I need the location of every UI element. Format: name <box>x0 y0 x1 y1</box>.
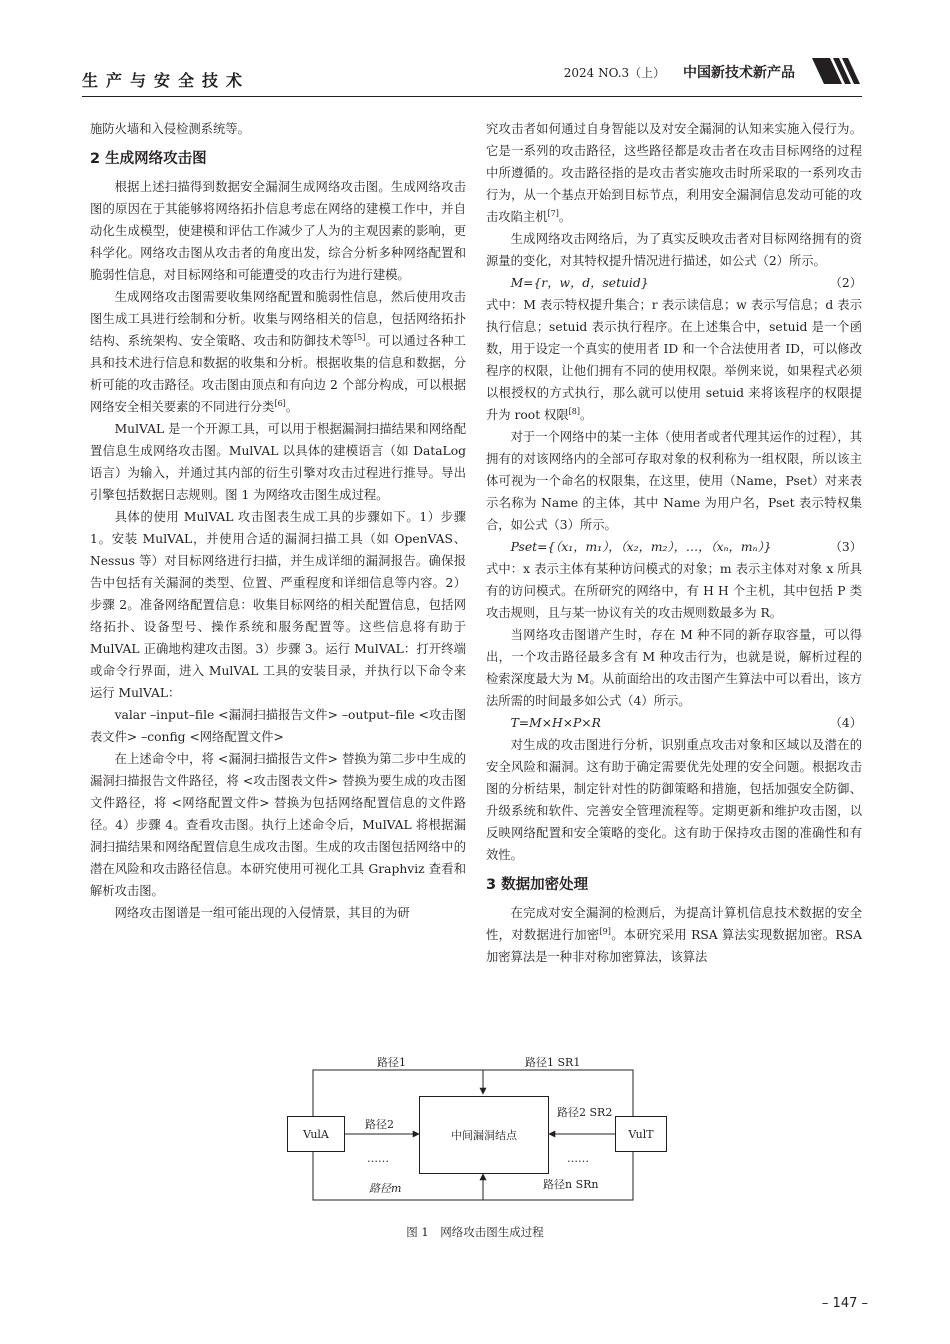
equation-number: （4） <box>829 716 862 730</box>
attack-graph-figure <box>285 1050 665 1230</box>
command-line: valar –input–file <漏洞扫描报告文件> –output–file <攻击图表文件> –config <网络配置文件> <box>90 708 466 744</box>
paragraph: 当网络攻击图谱产生时，存在 M 种不同的新存取容量，可以得出，一个攻击路径最多含有 M 种攻击行为，也就是说，解析过程的检索深度最大为 M。从前面给出的攻击图产生算法中可以看出，该方法所需的时间最多如公式（4）所示。 <box>486 628 862 708</box>
right-column <box>486 118 862 968</box>
paragraph: 具体的使用 MulVAL 攻击图表生成工具的步骤如下。1）步骤 1。安装 MulVAL，并使用合适的漏洞扫描工具（如 OpenVAS、Nessus 等）对目标网络进行扫描，并生成详细的漏洞报告。确保报告中包括有关漏洞的类型、位置、严重程度和详细信息等内容。2）步骤 2。准备网络配置信息：收集目标网络的相关配置信息，包括网络拓扑、设备型号、操作系统和服务配置等。这些信息将有助于 MulVAL 正确地构建攻击图。3）步骤 3。运行 MulVAL：打开终端或命令行界面，进入 MulVAL 工具的安装目录，并执行以下命令来运行 MulVAL： <box>90 510 466 700</box>
vul-t-node: VulT <box>615 1116 667 1152</box>
section-heading: 3 数据加密处理 <box>486 877 589 893</box>
journal-name: 中国新技术新产品 <box>683 65 795 81</box>
path-2-label: 路径2 <box>365 1118 394 1131</box>
left-column <box>90 118 466 924</box>
citation: [6] <box>274 398 286 408</box>
citation: [8] <box>568 406 580 416</box>
stripes-icon <box>812 58 862 84</box>
equation-4: T=M×H×P×R （4） <box>486 712 862 734</box>
ellipsis-left: …… <box>367 1152 389 1165</box>
paragraph: 网络攻击图谱是一组可能出现的入侵情景，其目的为研 <box>114 906 410 920</box>
paragraph: MulVAL 是一个开源工具，可以用于根据漏洞扫描结果和网络配置信息生成网络攻击图。MulVAL 以具体的建模语言（如 DataLog 语言）为输入，并通过其内部的衍生引擎对攻击过程进行推导。导出引擎包括数据日志规则。图 1 为网络攻击图生成过程。 <box>90 422 466 502</box>
path-1-label: 路径1 <box>377 1056 406 1069</box>
section-heading: 2 生成网络攻击图 <box>90 151 207 167</box>
paragraph: 根据上述扫描得到数据安全漏洞生成网络攻击图。生成网络攻击图的原因在于其能够将网络拓扑信息考虑在网络的建模工作中，并自动化生成模型，使建模和评估工作减少了人为的主观因素的影响，更科学化。网络攻击图从攻击者的角度出发，综合分析多种网络配置和脆弱性信息，对目标网络和可能遭受的攻击行为进行建模。 <box>90 180 466 282</box>
paragraph: 生成网络攻击网络后，为了真实反映攻击者对目标网络拥有的资源量的变化，对其特权提升情况进行描述，如公式（2）所示。 <box>486 232 862 268</box>
path-2-sr-label: 路径2 SR2 <box>557 1106 613 1119</box>
section-title: 生产与安全技术 <box>82 71 251 90</box>
citation: [9] <box>599 926 611 936</box>
paragraph: 施防火墙和入侵检测系统等。 <box>90 122 250 136</box>
paragraph: 在完成对安全漏洞的检测后，为提高计算机信息技术数据的安全性，对数据进行加密[9]。本研究采用 RSA 算法实现数据加密。RSA 加密算法是一种非对称加密算法，该算法 <box>486 906 862 964</box>
issue-number: 2024 NO.3（上） <box>563 66 666 80</box>
paragraph: 式中：x 表示主体有某种访问模式的对象；m 表示主体对对象 x 所具有的访问模式。在所研究的网络中，有 H H 个主机，其中包括 P 类攻击规则，且与某一协议有关的攻击规则数最多为 R。 <box>486 562 862 620</box>
equation-number: （2） <box>829 276 862 290</box>
journal-header <box>564 62 795 82</box>
paragraph: 对生成的攻击图进行分析，识别重点攻击对象和区域以及潜在的安全风险和漏洞。这有助于确定需要优先处理的安全问题。根据攻击图的分析结果，制定针对性的防御策略和措施，包括加强安全防御、升级系统和软件、完善安全管理流程等。定期更新和维护攻击图，以反映网络配置和安全策略的变化。这有助于保持攻击图的准确性和有效性。 <box>486 738 862 862</box>
paragraph: 生成网络攻击图需要收集网络配置和脆弱性信息，然后使用攻击图生成工具进行绘制和分析。收集与网络相关的信息，包括网络拓扑结构、系统架构、安全策略、攻击和防御技术等[5]。可以通过各种工具和技术进行信息和数据的收集和分析。根据收集的信息和数据，分析可能的攻击路径。攻击图由顶点和有向边 2 个部分构成，可以根据网络安全相关要素的不同进行分类[6]。 <box>90 290 466 414</box>
equation-number: （3） <box>829 540 862 554</box>
page-number: – 147 – <box>821 1296 868 1311</box>
citation: [5] <box>354 332 366 342</box>
path-n-sr-label: 路径n SRn <box>543 1178 599 1191</box>
center-node: 中间漏洞结点 <box>419 1096 549 1174</box>
paragraph: 式中：M 表示特权提升集合；r 表示读信息；w 表示写信息；d 表示执行信息；setuid 表示执行程序。在上述集合中，setuid 是一个函数，用于设定一个真实的使用者 ID 和一个合法使用者 ID，可以修改程序的权限，让他们拥有不同的使用权限。举例来说，如果程式必须以根授权的方式执行，那么就可以使用 setuid 来将该程序的权限提升为 root 权限[8]。 <box>486 298 862 422</box>
vul-a-node: VulA <box>287 1116 345 1152</box>
equation-2: M={r，w，d，setuid} （2） <box>486 272 862 294</box>
header-rule <box>82 96 862 97</box>
figure-caption: 图 1 网络攻击图生成过程 <box>406 1225 544 1239</box>
path-1-sr-label: 路径1 SR1 <box>525 1056 581 1069</box>
paragraph: 对于一个网络中的某一主体（使用者或者代理其运作的过程），其拥有的对该网络内的全部可存取对象的权利称为一组权限，所以该主体可视为一个命名的权限集，在这里，使用（Name，Pset）对来表示名称为 Name 的主体，其中 Name 为用户名，Pset 表示特权集合，如公式（3）所示。 <box>486 430 862 532</box>
citation: [7] <box>547 208 559 218</box>
paragraph: 在上述命令中，将 <漏洞扫描报告文件> 替换为第二步中生成的漏洞扫描报告文件路径，将 <攻击图表文件> 替换为要生成的攻击图文件路径，将 <网络配置文件> 替换为包括网络配置信息的文件路径。4）步骤 4。查看攻击图。执行上述命令后，MulVAL 将根据漏洞扫描结果和网络配置信息生成攻击图。生成的攻击图包括网络中的潜在风险和攻击路径信息。本研究使用可视化工具 Graphviz 查看和解析攻击图。 <box>90 752 466 898</box>
equation-3: Pset={（x₁，m₁），（x₂，m₂），…，（xₙ，mₙ）} （3） <box>486 536 862 558</box>
paragraph: 究攻击者如何通过自身智能以及对安全漏洞的认知来实施入侵行为。它是一系列的攻击路径，这些路径都是攻击者在攻击目标网络的过程中所遵循的。攻击路径指的是攻击者实施攻击时所采取的一系列攻击行为，从一个基点开始到目标节点，利用安全漏洞信息发动可能的攻击攻陷主机[7]。 <box>486 122 862 224</box>
ellipsis-right: …… <box>567 1152 589 1165</box>
path-m-label: 路径m <box>369 1182 402 1195</box>
